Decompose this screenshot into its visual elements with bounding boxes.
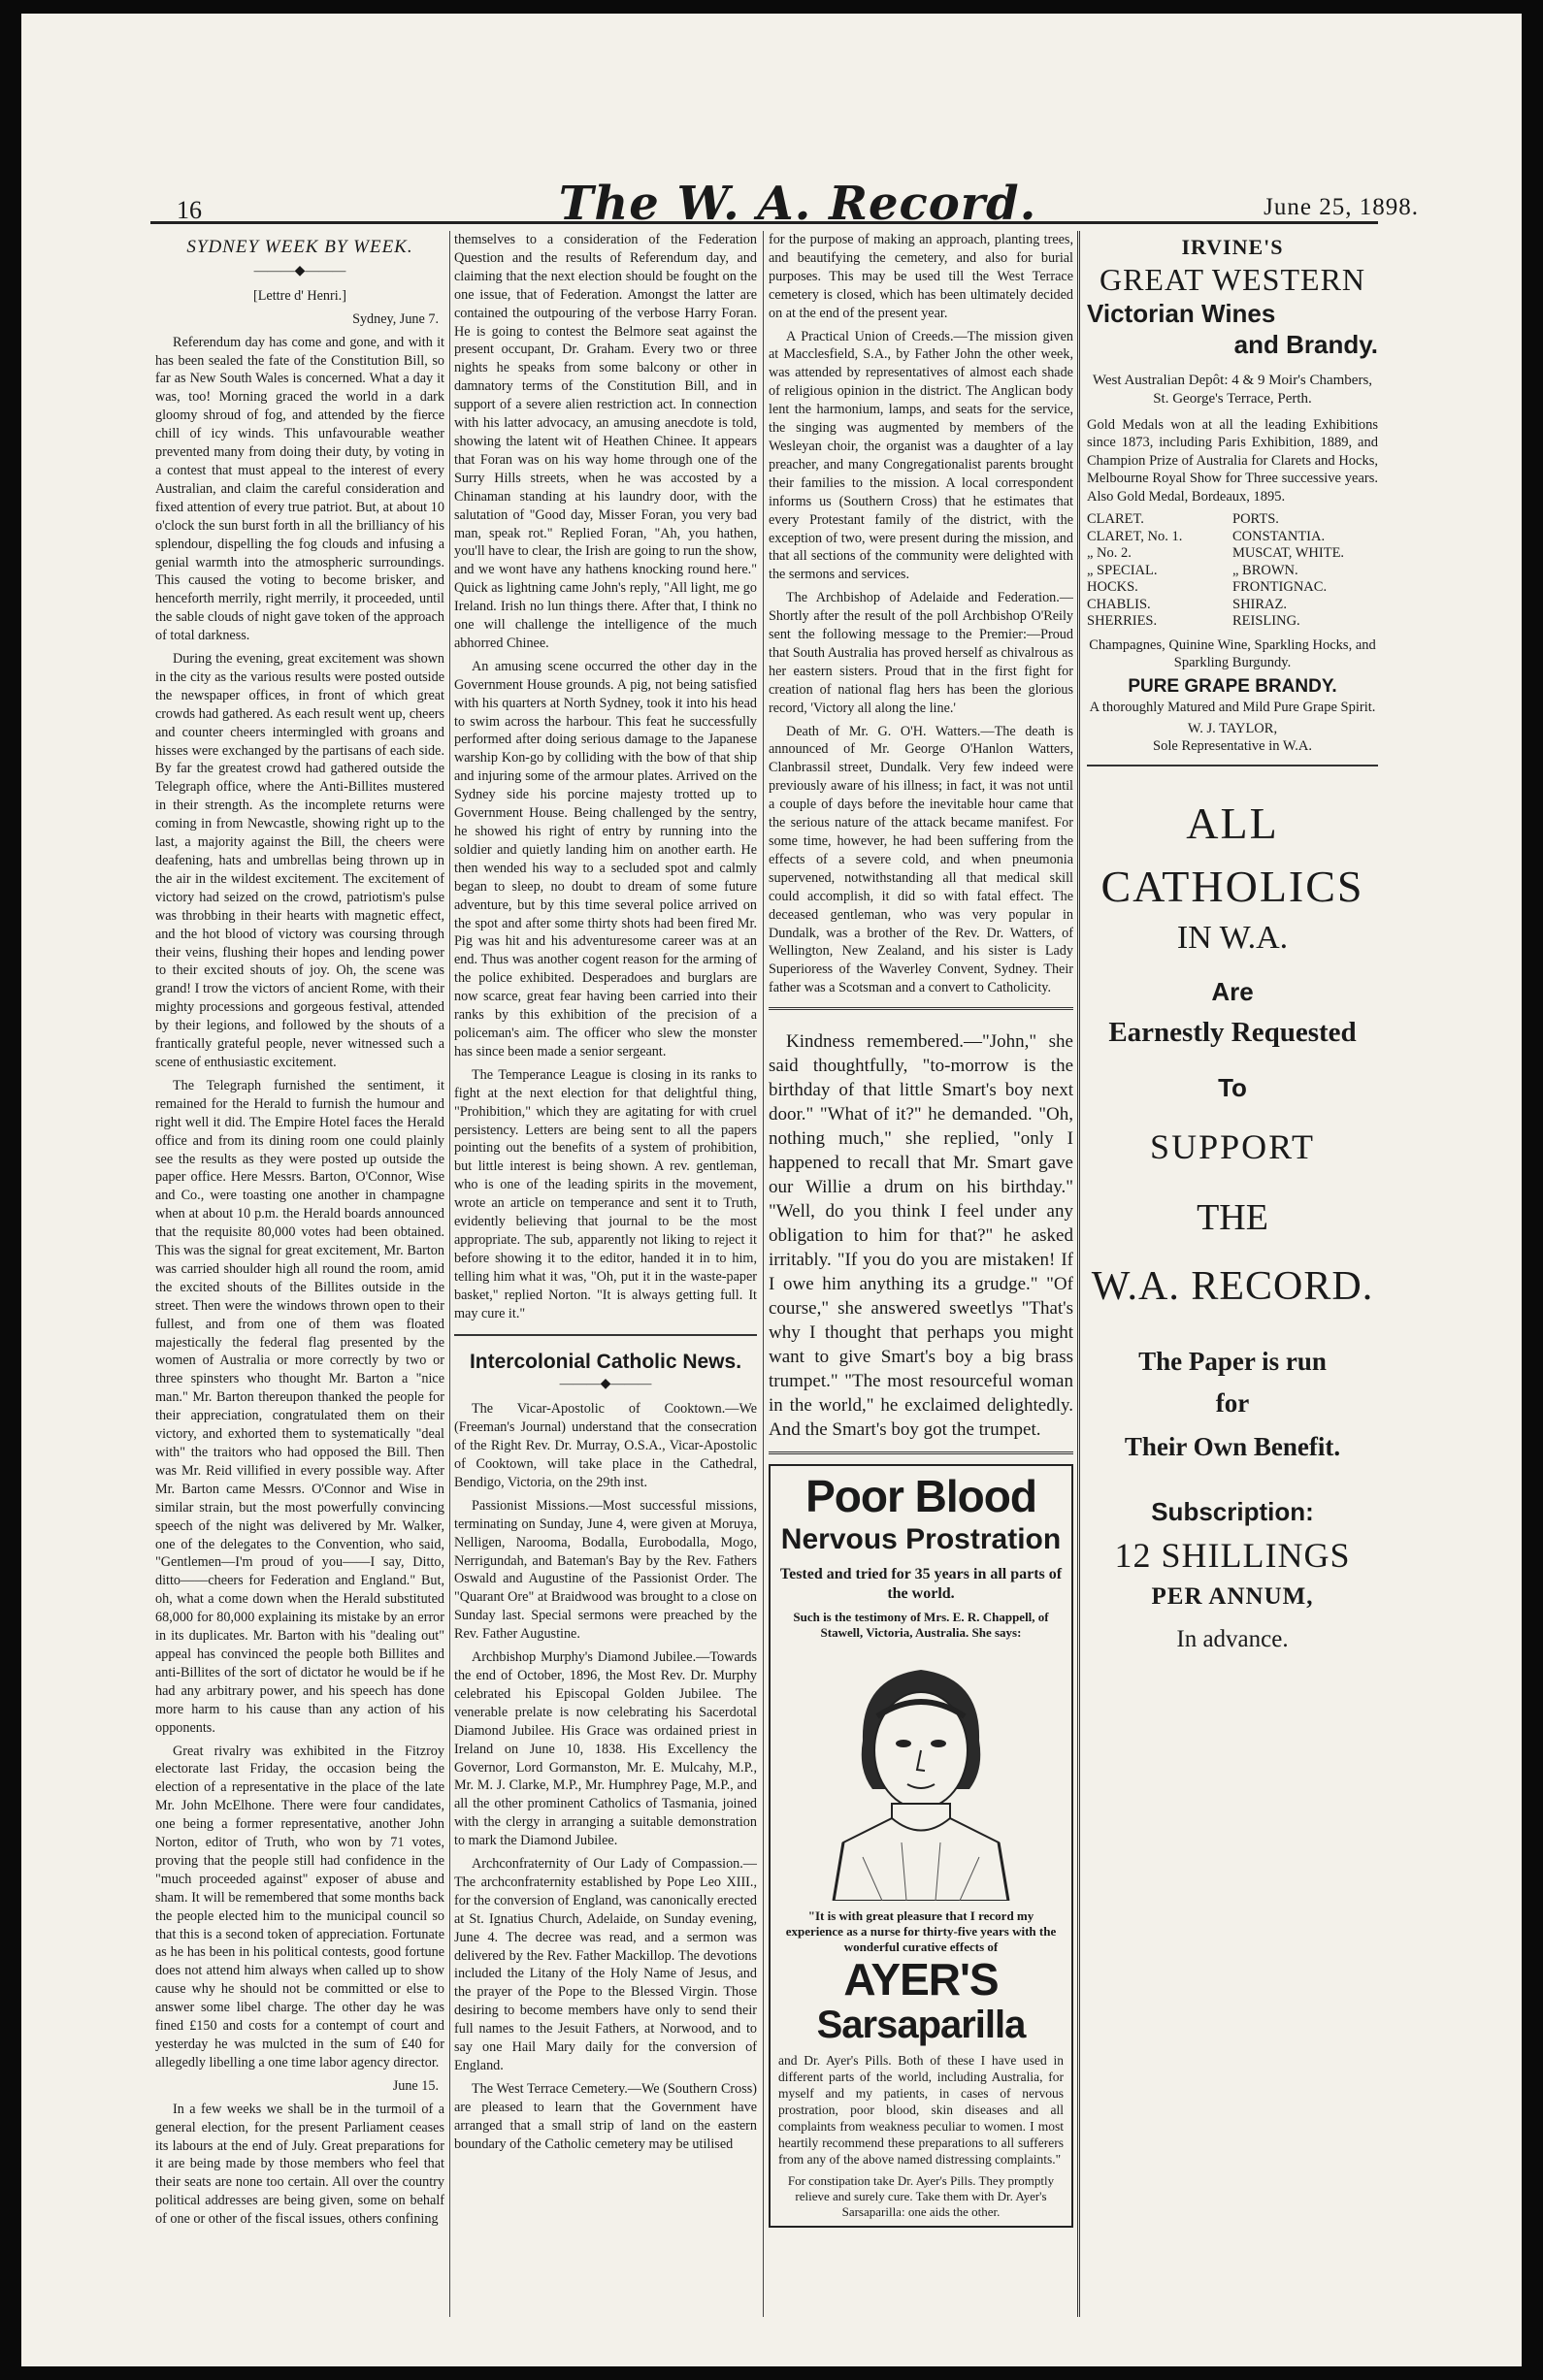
masthead: The W. A. Record.: [558, 177, 1037, 231]
paragraph: The Telegraph furnished the sentiment, it remained for the Herald to furnish the humour and right well it did. The Empire Hotel faces the Herald office and from its dining room one could plainly see the results as they were posted up outside the paper office. Here Messrs. Barton, O'Connor, Wise and Co., were toasting one another in champagne when at about 10 p.m. the Herald boards announced that the requisite 80,000 votes had been obtained. This was the signal for great excitement, Mr. Barton was carried shoulder high all round the room, amid the excited shouts of the Billites outside in the street. Then were the windows thrown open to their fullest, and from one of them was floated majestically the federal flag presented by the women of Australia or more correctly by two or three spinsters who thought Mr. Barton a "nice man." Mr. Barton thereupon thanked the people for their appreciation, congratulated them on their victory, and exhorted them to systematically "deal with" the traitors who had opposed the Bill. Then was Mr. Reid villified in every possible way. After Mr. Barton came Messrs. O'Connor and Wise in similar strain, but the most powerfully convincing speech of the night was delivered by Mr. Walker, one of the delegates to the Convention, who said, "Gentlemen—I'm proud of you——I say, Ditto, ditto——cheers for Federation and England." But, oh, what a come down when the Herald substituted 68,000 for 80,000 explaining its mistake by an error in its duplicates. Mr. Barton with his "dealing out" appeal has convinced the people both Billites and anti-Billites of the sort of dictator he would be if he had any arbitrary power, and his speech has done more harm to his cause than any action of his opponents.: [155, 1077, 444, 1736]
wine-item: SHIRAZ.: [1232, 596, 1287, 612]
wine-item: CLARET.: [1087, 511, 1144, 528]
ad-line: SUPPORT: [1150, 1127, 1315, 1167]
ad-line: for: [1215, 1387, 1250, 1418]
divider: [769, 1451, 1073, 1454]
ornament-divider: ———◆———: [253, 263, 346, 278]
ad-body: and Dr. Ayer's Pills. Both of these I have used in different parts of the world, including Australia, for myself and my patients, in cases of nervous prostration, poor blood, skin diseases and all complaints from weakness peculiar to women. I most heartily recommend these preparations to all sufferers from any of the above named distressing complaints.": [778, 2053, 1064, 2168]
ad-line: Are: [1211, 976, 1254, 1006]
wine-item: HOCKS.: [1087, 579, 1138, 596]
wine-item: CLARET, No. 1.: [1087, 528, 1183, 544]
column-rule: [763, 231, 764, 2317]
ad-quote: "It is with great pleasure that I record my experience as a nurse for thirty-five years with the wonderful curative effects of: [785, 1908, 1057, 1955]
column-rule: [1077, 231, 1080, 2317]
header-rule: [150, 221, 1378, 224]
ad-headline: GREAT WESTERN: [1099, 261, 1366, 297]
ad-brand: IRVINE'S: [1181, 235, 1284, 259]
ad-line: ALL: [1186, 798, 1279, 848]
ad-brand: AYER'S: [843, 1954, 999, 2005]
issue-date: June 25, 1898.: [1264, 194, 1419, 220]
paragraph: The Temperance League is closing in its ranks to fight at the next election for that delightful thing, "Prohibition," which they are agitating for with cruel persistency. Letters are being sent to all the papers pointing out the benefits of a system of prohibition, but little interest is being shown. A rev. gentleman, who is one of the leading spirits in the movement, wrote an article on temperance and sent it to Truth, evidently believing that journal to be the most appropriate. The sub, apparently not liking to reject it before showing it to the editor, handed it in to him, telling him what it was, "Oh, put it in the waste-paper basket," replied Norton. "It is always getting full. It may cure it.": [454, 1066, 757, 1321]
wine-item: SHERRIES.: [1087, 613, 1158, 630]
news-item: Archbishop Murphy's Diamond Jubilee.—Towards the end of October, 1896, the Most Rev. Dr. Murphy celebrated his Episcopal Golden Jubilee. The venerable prelate is now celebrating his Sacerdotal Diamond Jubilee. His Grace was ordained priest in Ireland on June 10, 1838. His Excellency the Governor, Lord Gormanston, Mr. E. Mulcahy, M.P., Mr. M. J. Clarke, M.P., Mr. Humphrey Page, M.P., and all the other prominent Catholics of Tasmania, joined with the clergy in arranging a suitable demonstration to mark the Diamond Jubilee.: [454, 1649, 757, 1849]
ad-line: 12 SHILLINGS: [1114, 1535, 1351, 1575]
paragraph: During the evening, great excitement was shown in the city as the various results were posted outside the newspaper offices, in front of which great crowds had gathered. As each result went up, cheers and counter cheers intermingled with groans and hisses were exchanged by the partisans of each side. By far the greatest crowd had gathered outside the Telegraph office, where the Anti-Billites mustered in their strength. As the incomplete returns were coming in from Newcastle, showing right up to the last, a majority against the Bill, the cheers were deafening, hats and umbrellas being thrown up in the air in the wildest excitement. The excitement of victory had seized on the crowd, patriotism's pulse was throbbing in their hearts with magnetic effect, and the hot blood of victory was coursing through their veins, flushing their hopes and lending power to their excited shouts of joy. Oh, the scene was grand! I trow the victors of ancient Rome, with their mighty processions and gorgeous festival, attended by their legions, and followed by the shouts of a frantically grateful people, never witnessed such a scene of enthusiastic excitement.: [155, 651, 444, 1070]
ad-pure-grape: PURE GRAPE BRANDY.: [1128, 675, 1337, 697]
anecdote: [769, 1029, 1073, 1442]
ad-tested: Tested and tried for 35 years in all parts of the world.: [779, 1566, 1063, 1603]
ad-line: PER ANNUM,: [1151, 1582, 1314, 1610]
wine-item: PORTS.: [1232, 511, 1279, 528]
ad-line: Earnestly Requested: [1108, 1017, 1357, 1049]
ad-representative-name: W. J. TAYLOR,: [1187, 720, 1278, 736]
wine-list: [1087, 511, 1378, 631]
divider: [454, 1334, 757, 1336]
wine-item: „ SPECIAL.: [1087, 562, 1158, 578]
ad-line: In advance.: [1176, 1626, 1289, 1653]
news-item: Passionist Missions.—Most successful missions, terminating on Sunday, June 4, were given at Moruya, Nelligen, Narooma, Bodalla, Eurobodalla, Mogo, Nerrigundah, and Bateman's Bay by the Rev. Fathers Oswald and Augustine of the Passionist Order. The "Quarant Ore" at Braidwood was brought to a close on Sunday last. Special sermons were preached by the Rev. Father Augustine.: [454, 1497, 757, 1643]
news-item: The Vicar-Apostolic of Cooktown.—We (Freeman's Journal) understand that the consecration of the Right Rev. Dr. Murray, O.S.A., Vicar-Apostolic of Cooktown, will take place in the Cathedral, Bendigo, Victoria, on the 29th inst.: [454, 1401, 757, 1490]
ad-subheadline: Nervous Prostration: [780, 1523, 1062, 1556]
wine-item: „ No. 2.: [1087, 545, 1132, 562]
paragraph: themselves to a consideration of the Federation Question and the results of Referendum day, and claiming that the next election should be fought on the one issue, that of Federation. Amongst the latter are contained the outpouring of the verbose Harry Foran. He is going to contest the Belmore seat against the present occupant, Dr. Graham. Every two or three nights he speaks from some balcony or other in damnatory terms of the Constitution Bill, and in support of a severe alien restriction act. In connection with his latter advocacy, an amusing anecdote is told, showing the latent wit of Heathen Chinee. It appears that Foran was on his way home through one of the Surry Hills streets, when he was accosted by a Chinaman standing at his laundry door, with the salutation of "Good day, Misser Foran, you very bad man, speak rot." Replied Foran, "Ah, you hathen, you'll have to clear, the Irish are going to run the show, and we wont have any hathens knocking round here." Quick as lightning came John's reply, "All light, me go Ireland. Irish no lun things there. After that, I think no one will challenge the intelligence of the much abhorred Chinee.: [454, 232, 757, 651]
news-item: A Practical Union of Creeds.—The mission given at Macclesfield, S.A., by Father John the other week, was attended by representatives of almost each shade of religious opinion in the district. The Anglican body lent the harmonium, lamps, and seats for the service, the singing was augmented by members of the Wesleyan choir, the organist was a daughter of a lay preacher, and many Congregationalist parents brought their families to the mission. A local correspondent informs us (Southern Cross) that he estimates that every Protestant family of the district, with the exception of two, were present during the mission, and that all sections of the community were delighted with the sermons and services.: [769, 328, 1073, 583]
ad-subheadline: Victorian Wines: [1087, 298, 1276, 328]
column-advertisements: [1087, 231, 1378, 2317]
dateline: June 15.: [392, 2077, 439, 2094]
ad-line: IN W.A.: [1176, 919, 1289, 956]
wine-item: FRONTIGNAC.: [1232, 579, 1328, 596]
ad-line: THE: [1197, 1197, 1268, 1239]
wine-item: CONSTANTIA.: [1232, 528, 1326, 544]
wine-item: CHABLIS.: [1087, 596, 1151, 612]
ad-testimony: Such is the testimony of Mrs. E. R. Chappell, of Stawell, Victoria, Australia. She says:: [793, 1610, 1049, 1641]
paragraph: for the purpose of making an approach, planting trees, and beautifying the cemetery, and also for burial purposes. This may be used till the West Terrace cemetery is closed, which has been ultimately decided on at the end of the present year.: [769, 232, 1073, 321]
news-item: Death of Mr. G. O'H. Watters.—The death is announced of Mr. George O'Hanlon Watters, Clanbrassil street, Dundalk. Very few indeed were previously aware of his illness; in fact, it was not until a couple of days before the inevitable hour came that the serious nature of the attack became manifest. For some time, however, he had been suffering from the effects of a severe cold, and when pneumonia supervened, notwithstanding all that medical skill could accomplish, it did so with fatal effect. The deceased gentleman, who was very popular in Dundalk, was a brother of the Rev. Dr. Watters, of Wellington, New Zealand, and his sister is Lady Superioress of the Waverley Convent, Sydney. Their father was a Scotsman and a convert to Catholicity.: [769, 723, 1073, 996]
divider: [1087, 765, 1378, 766]
ad-footnote: For constipation take Dr. Ayer's Pills. They promptly relieve and surely cure. Take them with Dr. Ayer's Sarsaparilla: one aids the other.: [787, 2173, 1055, 2220]
ad-line: Subscription:: [1151, 1496, 1314, 1526]
news-item: Archconfraternity of Our Lady of Compassion.—The archconfraternity established by Pope Leo XIII., for the conversion of England, was canonically erected at St. Ignatius Church, Adelaide, on Sunday evening, June 4. The decree was read, and a sermon was delivered by the Rev. Father Mackillop. The devotions included the Litany of the Holy Name of Jesus, and the prayer of the Pope to the Blessed Virgin. Those desiring to become members have only to send their full names to the Jesuit Fathers, at Norwood, and to say one Hail Mary daily for the conversion of England.: [454, 1856, 757, 2073]
news-item: The West Terrace Cemetery.—We (Southern Cross) are pleased to learn that the Government have arranged that a small strip of land on the eastern boundary of the Catholic cemetery may be utilised: [454, 2080, 757, 2152]
paragraph: Referendum day has come and gone, and with it has been sealed the fate of the Constitution Bill, so far as New South Wales is concerned. What a day it was, too! Morning graced the world in a dark gloomy shroud of fog, and attended by the fierce chill of icy winds. This unfavourable weather prevented many from doing their duty, by voting in a contest that must appeal to the interest of every Australian, and claim the careful consideration and fixed attention of every true patriot. But, at about 10 o'clock the sun burst forth in all the brilliancy of his splendour, dispelling the fog clouds and infusing a genial warmth into the atmospheric surroundings. This caused the voting to become brisker, and henceforth merrily, right merrily, it proceeded, until the sable clouds of night gave token of the approach of total darkness.: [155, 334, 444, 644]
paragraph: Great rivalry was exhibited in the Fitzroy electorate last Friday, the occasion being the election of a representative in the place of the late Mr. John McElhone. There were four candidates, one being a former representative, another John Norton, editor of Truth, who won by 71 votes, proving that the people still had confidence in the "much proceeded against" exposer of abuse and sham. It will be remembered that some months back the people elected him to the municipal council so that this is a second token of appreciation. Fortunate as he has been in his political contests, good fortune does not attend him always when called up to show cause why he should not be committed or else to answer some libel charge. The other day he was fined £150 and costs for a contempt of court and yesterday he was mulcted in the sum of £40 for allegedly libelling a one time labor agency director.: [155, 1743, 444, 2070]
column-rule: [449, 231, 450, 2317]
wine-item: REISLING.: [1232, 613, 1300, 630]
ad-line: W.A. RECORD.: [1091, 1264, 1374, 1310]
ad-champagnes: Champagnes, Quinine Wine, Sparkling Hocks, and Sparkling Burgundy.: [1089, 636, 1376, 671]
divider: [769, 1007, 1073, 1010]
ad-representative-title: Sole Representative in W.A.: [1153, 737, 1312, 754]
record-subscription-ad: [1087, 798, 1378, 1653]
portrait-illustration: [824, 1648, 1018, 1901]
section-title: SYDNEY WEEK BY WEEK.: [186, 237, 413, 257]
dateline: Sydney, June 7.: [352, 310, 439, 327]
column-news-continued: [769, 231, 1073, 2317]
section-title: Intercolonial Catholic News.: [469, 1351, 742, 1374]
byline: [Lettre d' Henri.]: [253, 287, 346, 304]
anecdote-text: Kindness remembered.—"John," she said thoughtfully, "to-morrow is the birthday of that little Smart's boy next door." "What of it?" he demanded. "Oh, nothing much," she replied, "only I happened to recall that Mr. Smart gave our Willie a drum on his birthday." "Well, do you think I feel under any obligation to him for that?" he asked irritably. "If you do you are mistaken! If I owe him anything its a grudge." "Of course," she answered sweetlys "That's why I thought that perhaps you might want to give Smart's boy a big brass trumpet." "The most resourceful woman in the world," he exclaimed delightedly. And the Smart's boy got the trumpet.: [769, 1031, 1073, 1441]
wine-item: MUSCAT, WHITE.: [1232, 545, 1345, 562]
column-sydney-week: [155, 231, 444, 2317]
ad-subheadline: and Brandy.: [1233, 329, 1378, 359]
ornament-divider: ———◆———: [559, 1377, 652, 1392]
wine-item: „ BROWN.: [1232, 562, 1298, 578]
ad-brand-product: Sarsaparilla: [816, 2004, 1026, 2047]
ad-matured: A thoroughly Matured and Mild Pure Grape Spirit.: [1089, 699, 1376, 715]
paragraph: An amusing scene occurred the other day in the Government House grounds. A pig, not being satisfied with his quarters at North Sydney, took it into his head to swim across the harbour. This feat he successfully performed after doing serious damage to the Japanese warship Kon-go by colliding with the bow of that ship and injuring some of the armour plates. Arrived on the Sydney side his porcine majesty trotted up to Government House. Being challenged by the sentry, he showed his right of entry by running into the soldier and quietly landing him on another earth. He then wended his way to a secluded spot and calmly began to sleep, no doubt to dream of some future adventure, but by this time several police arrived on the spot and after some thirty shots had been fired Mr. Pig was hit and his adventuresome career was at an end. Thus was another cogent reason for the arming of the police exhibited. Desperadoes and burglars are now scarce, great fear having been carried into their ranks by this exhibition of the precision of a policeman's aim. The officer who slew the monster has since been made a senior sergeant.: [454, 658, 757, 1060]
news-item: The Archbishop of Adelaide and Federation.—Shortly after the result of the poll Archbishop O'Reily sent the following message to the Premier:—Proud that South Australia has proved herself as chivalrous as her eastern sisters. Proud that in the first fight for creation of national flag hers has been the glorious record, 'Victory all along the line.': [769, 590, 1073, 716]
ad-line: Their Own Benefit.: [1124, 1431, 1341, 1461]
column-continued: [454, 231, 757, 2317]
ad-line: To: [1218, 1073, 1247, 1103]
ad-medals: Gold Medals won at all the leading Exhibitions since 1873, including Paris Exhibition, 1889, and Champion Prize of Australia for Clarets and Hocks, Melbourne Royal Show for Three successive years. Also Gold Medal, Bordeaux, 1895.: [1087, 416, 1378, 505]
ad-depot: West Australian Depôt: 4 & 9 Moir's Chambers, St. George's Terrace, Perth.: [1092, 372, 1373, 407]
ad-headline: Poor Blood: [805, 1471, 1036, 1522]
page-header: [177, 159, 1419, 231]
ayers-advertisement: [769, 1464, 1073, 2228]
page-number: 16: [177, 196, 202, 224]
ad-line: The Paper is run: [1138, 1346, 1327, 1376]
paragraph: In a few weeks we shall be in the turmoil of a general election, for the present Parliament ceases its labours at the end of July. Great preparations for it are being made by those members who feel that their seats are none too certain. All over the country political addresses are being given, some on behalf of one or other of the fiscal issues, others confining: [155, 2101, 444, 2228]
ad-line: CATHOLICS: [1100, 861, 1364, 911]
